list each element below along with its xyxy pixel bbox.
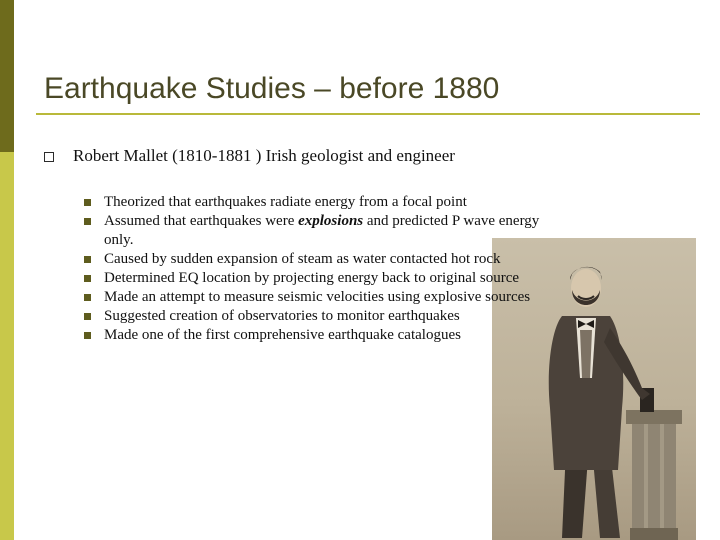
sub-bullet-item	[80, 212, 550, 250]
filled-square-bullet-icon	[84, 275, 91, 282]
sub-bullet-item	[80, 269, 550, 288]
filled-square-bullet-icon	[84, 199, 91, 206]
side-accent-bar-dark	[0, 0, 14, 152]
filled-square-bullet-icon	[84, 332, 91, 339]
sub-bullet-item	[80, 193, 550, 212]
title-underline	[36, 113, 700, 115]
sub-bullet-text: Made one of the first comprehensive earthquake catalogues	[104, 327, 461, 343]
sub-bullet-text: Assumed that earthquakes were	[104, 213, 299, 229]
sub-bullet-item	[80, 326, 550, 345]
sub-bullet-item	[80, 288, 550, 307]
filled-square-bullet-icon	[84, 218, 91, 225]
filled-square-bullet-icon	[84, 294, 91, 301]
sub-bullet-text: Caused by sudden expansion of steam as water contacted hot rock	[104, 251, 501, 267]
sub-bullet-text: Suggested creation of observatories to monitor earthquakes	[104, 308, 460, 324]
emphasized-word: explosions	[298, 213, 364, 229]
sub-bullet-text: Theorized that earthquakes radiate energy from a focal point	[104, 194, 467, 210]
sub-bullet-list	[80, 193, 550, 345]
sub-bullet-text: Determined EQ location by projecting energy back to original source	[104, 270, 520, 286]
slide-title: Earthquake Studies – before 1880	[44, 72, 500, 105]
hollow-square-bullet-icon	[44, 152, 54, 162]
sub-bullet-text: Made an attempt to measure seismic velocities using explosive sources	[104, 289, 531, 305]
main-bullet-text: Robert Mallet (1810-1881 ) Irish geologist and engineer	[73, 146, 455, 165]
sub-bullet-item	[80, 250, 550, 269]
filled-square-bullet-icon	[84, 256, 91, 263]
filled-square-bullet-icon	[84, 313, 91, 320]
sub-bullet-text-continued: and predicted P wave energy only.	[104, 213, 540, 248]
side-accent-bar-light	[0, 152, 14, 540]
sub-bullet-item	[80, 307, 550, 326]
side-accent-bar	[0, 0, 14, 540]
